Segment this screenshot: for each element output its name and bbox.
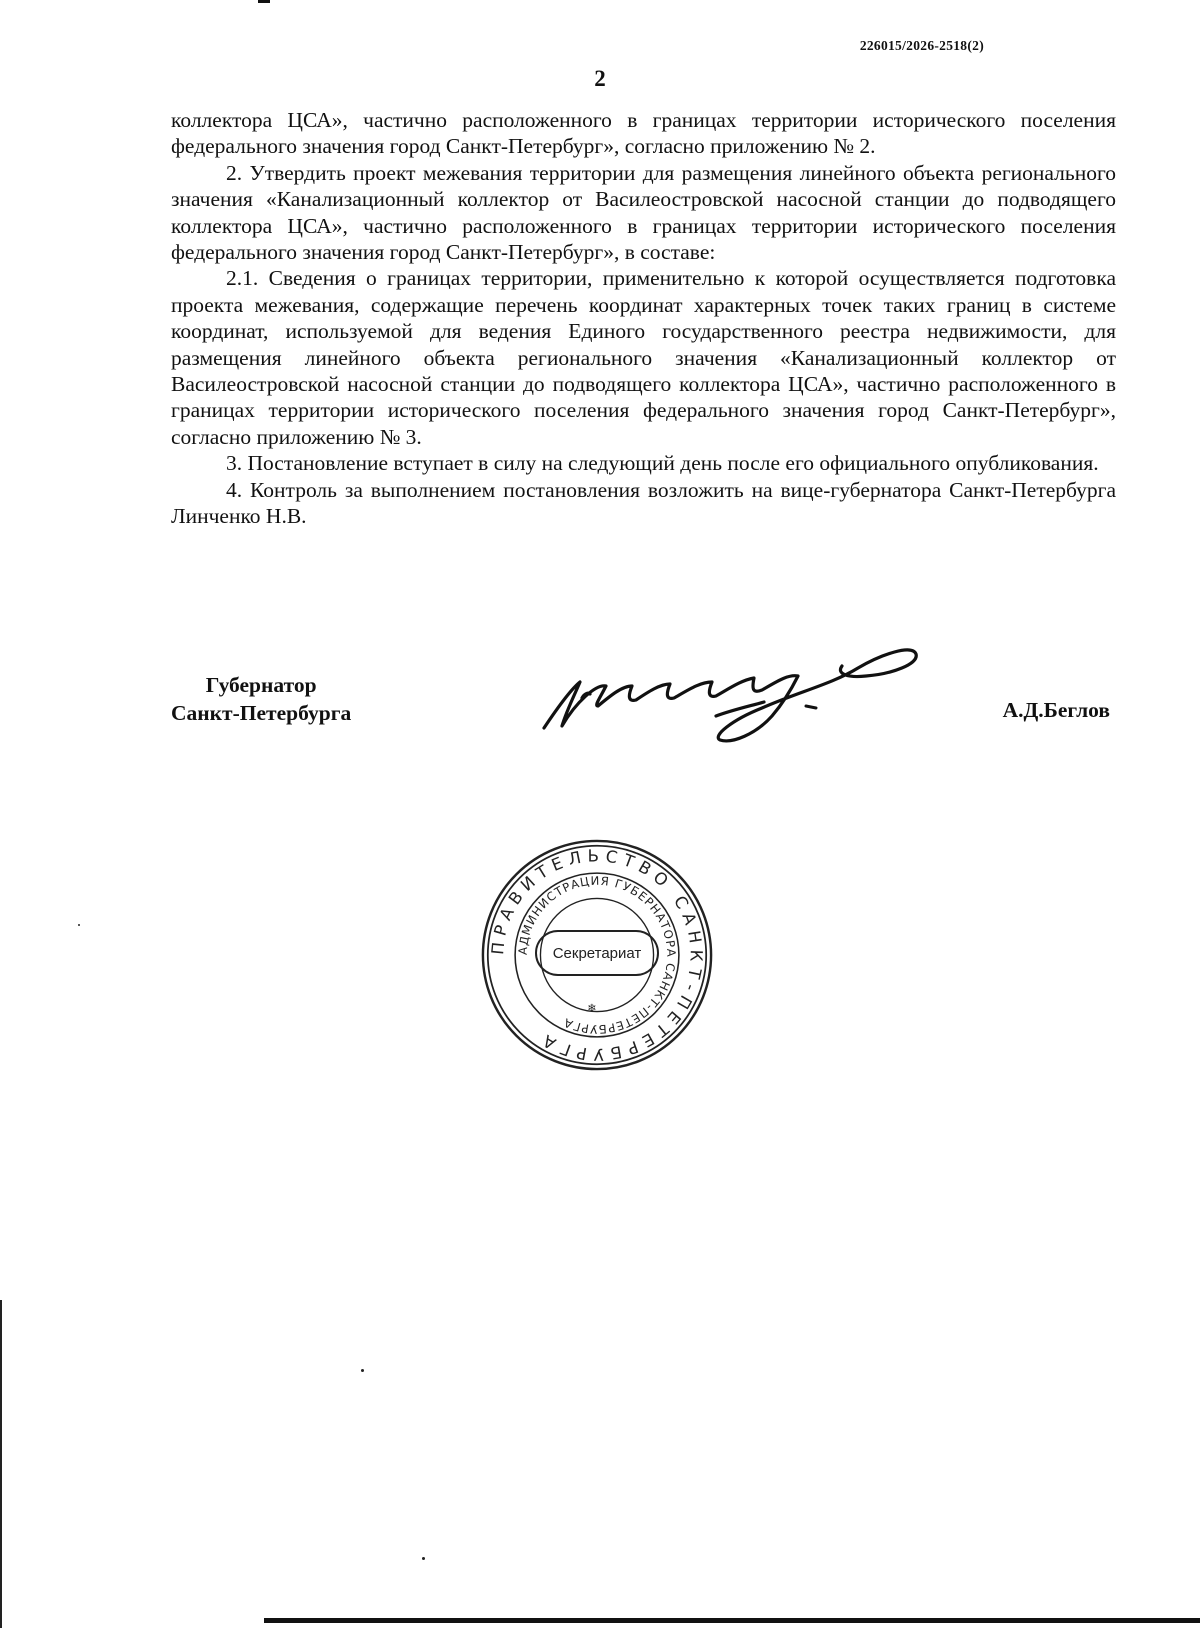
paragraph: 3. Постановление вступает в силу на следующий день после его официального опубликования.	[226, 451, 1099, 476]
scan-edge-line	[264, 1618, 1200, 1623]
paragraph: коллектора ЦСА», частично расположенного в границах территории исторического поселения федерального значения город Санкт-Петербург», согласно приложению № 2.	[171, 108, 1116, 159]
signatory-title-line: Санкт-Петербурга	[171, 701, 352, 725]
signatory-title	[171, 671, 351, 727]
scan-mark	[258, 0, 270, 3]
scan-edge-line	[0, 1300, 2, 1628]
scan-speck	[422, 1557, 425, 1560]
seal-star: ❄	[587, 1001, 597, 1015]
seal-outer-text: ПРАВИТЕЛЬСТВО САНКТ-ПЕТЕРБУРГА	[488, 846, 706, 1064]
paragraph: 4. Контроль за выполнением постановления возложить на вице-губернатора Санкт-Петербурга Линченко Н.В.	[171, 477, 1116, 529]
signatory-title-line: Губернатор	[205, 673, 317, 697]
paragraph: 2. Утвердить проект межевания территории для размещения линейного объекта регионального значения «Канализационный коллектор от Василеостровской насосной станции до подводящего коллектора ЦСА», частично расположенного в границах территории исторического поселения федерального значения город Санкт-Петербург», в составе:	[171, 160, 1116, 265]
scan-speck	[361, 1369, 364, 1372]
document-body	[171, 107, 1116, 530]
signatory-name: А.Д.Беглов	[1002, 698, 1110, 722]
paragraph: 2.1. Сведения о границах территории, применительно к которой осуществляется подготовка проекта межевания, содержащие перечень координат характерных точек таких границ в системе координат, используемой для ведения Единого государственного реестра недвижимости, для размещения линейного объекта регионального значения «Канализационный коллектор от Василеостровской насосной станции до подводящего коллектора ЦСА», частично расположенного в границах территории исторического поселения федерального значения город Санкт-Петербург», согласно приложению № 3.	[171, 266, 1116, 449]
handwritten-signature	[536, 640, 936, 750]
seal-center-label: Секретариат	[535, 930, 659, 976]
seal-inner-text: АДМИНИСТРАЦИЯ ГУБЕРНАТОРА САНКТ-ПЕТЕРБУРГА	[515, 873, 679, 1037]
document-number: 226015/2026-2518(2)	[859, 38, 984, 53]
page-number: 2	[594, 66, 606, 91]
scan-speck	[78, 924, 80, 926]
